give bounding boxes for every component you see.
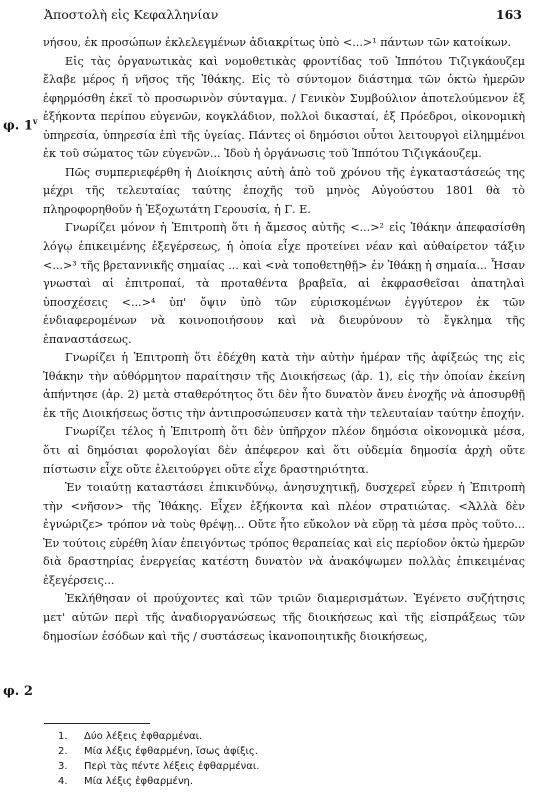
margin-folio-marker: [3, 116, 38, 133]
footnote: [58, 729, 259, 744]
footnotes: [58, 729, 259, 789]
footnote: [58, 774, 259, 789]
paragraph: Γνωρίζει μόνον ἡ Ἐπιτροπὴ ὅτι ἡ ἄμεσος αὐτῆς <...>² εἰς Ἰθάκην ἀπεφασίσθη λόγῳ ἐπικειμένης ἐξεγέρσεως, ἡ ὁποία εἶχε προτείνει νέαν καὶ αὐθαίρετον τάξιν <...>³ τῆς βρεταννικῆς σημαίας ... καὶ <νὰ τοποθετηθῇ> ἐν Ἰθάκῃ ἡ σημαία... Ἦσαν γνωσταὶ αἱ ἐπιτροπαί, τὰ προταθέντα βραβεῖα, αἱ ἐκφρασθεῖσαι ἀπατηλαὶ ὑποσχέσεις <...>⁴ ὑπ' ὄψιν ὑπὸ τῶν εὑρισκομένων ἐγγύτερον ἐκ τῶν ἐνδιαφερομένων νὰ κοινοποιήσουν καὶ νὰ διευρύνουν τὸ ἔγκλημα τῆς ἐπαναστάσεως.: [43, 221, 525, 346]
footnote-divider: [44, 723, 150, 724]
paragraph: Γνωρίζει ἡ Ἐπιτροπὴ ὅτι ἐδέχθη κατὰ τὴν αὐτὴν ἡμέραν τῆς ἀφίξεώς της εἰς Ἰθάκην τὴν αὐθόρμητον παραίτησιν τῆς Διοικήσεως (ἀρ. 1), εἰς τὴν ὁποίαν ἐκείνη ἀπήντησε (ἀρ. 2) μετὰ σταθερότητος ὅτι δὲν ἦτο δυνατὸν ἄνευ ἐνοχῆς νὰ ἀποσυρθῇ ἐκ τῆς Διοικήσεως ὅστις τὴν ἀντιπροσώπευσεν κατὰ τὴν τελευταίαν ταύτην ἐποχήν.: [43, 351, 525, 420]
footnote-number: 4.: [58, 776, 68, 787]
footnote-number: 3.: [58, 761, 68, 772]
footnote: [58, 759, 259, 774]
margin-folio-label: φ. 2: [3, 684, 33, 699]
footnote-number: 2.: [58, 746, 68, 757]
running-header: [44, 7, 522, 25]
paragraph: Εἰς τὰς ὀργανωτικὰς καὶ νομοθετικὰς φροντίδας τοῦ Ἱππότου Τιζιγκάουζεμ ἔλαβε μέρος ἡ νῆσος τῆς Ἰθάκης. Εἰς τὸ σύντομον διάστημα τῶν ὀκτὼ ἡμερῶν ἐφηρμόσθη ἐκεῖ τὸ προσωρινὸν σύνταγμα. / Γενικὸν Συμβούλιον ἀποτελούμενον ἐξ ἑξήκοντα περίπου εὐγενῶν, κογκλάδιον, πολλοὶ δικασταί, ἐξ Πρόεδροι, οἰκονομικὴ ὑπηρεσία, ὑπηρεσία ἐπὶ τῆς ὑγείας. Πάντες οἱ δημόσιοι οὗτοι λειτουργοὶ εἰλημμένοι ἐκ τοῦ σώματος τῶν εὐγενῶν... Ἰδοὺ ἡ ὀργάνωσις τοῦ Ἱππότου Τιζιγκάουζεμ.: [43, 54, 525, 161]
paragraph: Ἐν τοιαύτῃ καταστάσει ἐπικινδύνῳ, ἀνησυχητικῇ, δυσχερεῖ εὗρεν ἡ Ἐπιτροπὴ τὴν <νῆσον> τῆς Ἰθάκης. Εἶχεν ἑξήκοντα καὶ πλέον στρατιώτας. <Ἀλλὰ δὲν ἐγνώριζε> τρόπον νὰ τοὺς θρέψῃ... Οὔτε ἦτο εὔκολον νὰ εὕρῃ τὰ μέσα πρὸς τοῦτο... Ἐν τούτοις εὑρέθη λίαν ἐπειγόντως τρόπος θεραπείας καὶ εἰς περίοδον ὀκτὼ ἡμερῶν διὰ δραστηρίας ἐνεργείας κατέστη δυνατὸν νὰ ἀνακόψωμεν πολλὰς ἐπικειμένας ἐξεγέρσεις...: [43, 481, 526, 587]
running-title: Ἀποστολὴ εἰς Κεφαλληνίαν: [44, 7, 219, 22]
margin-folio-sup: v: [32, 116, 38, 126]
footnote-text: Περὶ τὰς πέντε λέξεις ἐφθαρμέναι.: [84, 761, 260, 772]
paragraph: νήσου, ἐκ προσώπων ἐκλελεγμένων ἀδιακρίτως ὑπὸ <...>¹ πάντων τῶν κατοίκων.: [43, 36, 512, 49]
margin-folio-label: φ. 1: [3, 118, 33, 134]
paragraph: Πῶς συμπεριεφέρθη ἡ Διοίκησις αὐτὴ ἀπὸ τοῦ χρόνου τῆς ἐγκαταστάσεώς της μέχρι τῆς τελευταίας ταύτης ἐποχῆς τοῦ μηνὸς Αὐγούστου 1801 θὰ τὸ πληροφορηθοῦν ἡ Ἐξοχωτάτη Γερουσία, ἡ Γ. Ε.: [43, 165, 525, 216]
footnote-number: 1.: [58, 731, 68, 742]
paragraph: Γνωρίζει τέλος ἡ Ἐπιτροπὴ ὅτι δὲν ὑπῆρχον πλέον δημόσια οἰκονομικὰ μέσα, ὅτι αἱ δημόσιαι φορολογίαι δὲν ἀπέφερον καὶ ὅτι οὐδεμία δημοσία ἀρχὴ οὔτε πίστωσιν εἶχε οὔτε ἐλειτούργει οὔτε εἶχε δραστηριότητα.: [43, 425, 525, 476]
footnote-text: Μία λέξις ἐφθαρμένη.: [84, 776, 194, 787]
footnote-text: Μία λέξις ἐφθαρμένη, ἴσως ἀφίξις.: [84, 746, 258, 757]
footnote-text: Δύο λέξεις ἐφθαρμέναι.: [84, 731, 203, 742]
main-text: [43, 34, 525, 646]
margin-folio-marker: [3, 684, 33, 699]
page-number: 163: [495, 7, 522, 22]
footnote: [58, 744, 259, 759]
paragraph: Ἐκλήθησαν οἱ προύχοντες καὶ τῶν τριῶν διαμερισμάτων. Ἐγένετο συζήτησις μετ' αὐτῶν περὶ τῆς ἀναδιοργανώσεως τῆς διοικήσεως καὶ τῆς εἰσπράξεως τῶν δημοσίων ἐσόδων καὶ τῆς / συστάσεως ἱκανοποιητικῆς διοικήσεως,: [43, 592, 525, 643]
